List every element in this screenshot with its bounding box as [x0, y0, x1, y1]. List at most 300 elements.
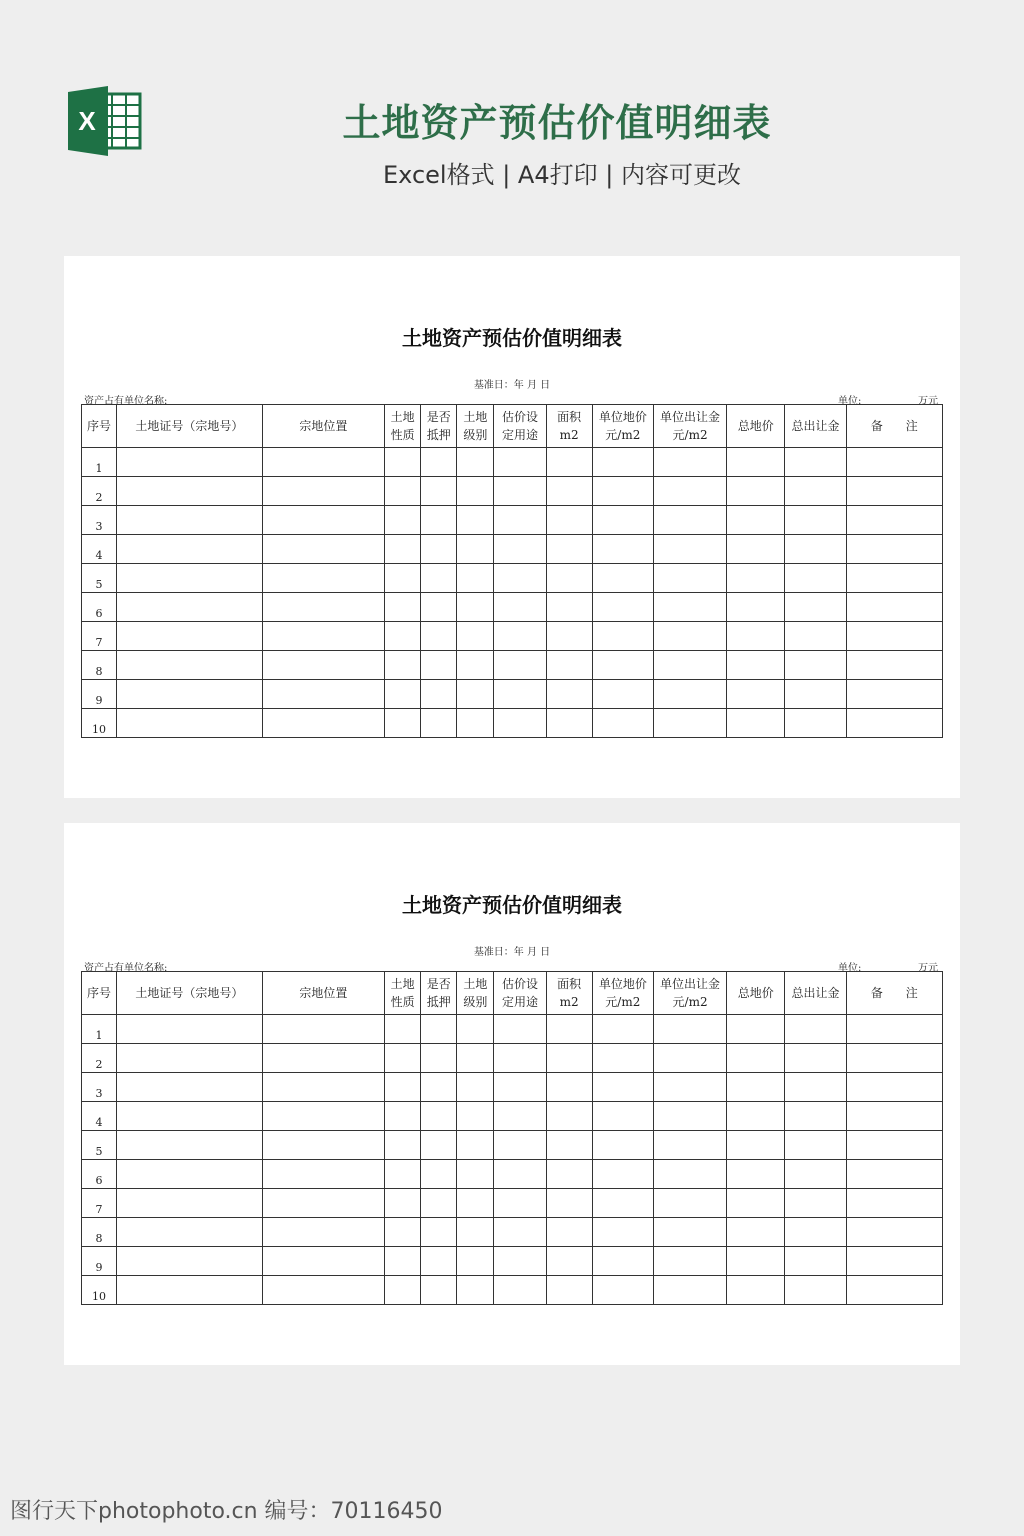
- table-cell[interactable]: [421, 506, 457, 535]
- table-row: [82, 506, 943, 535]
- table-row: [82, 1160, 943, 1189]
- table-cell[interactable]: [592, 1247, 653, 1276]
- table-cell[interactable]: [457, 1131, 494, 1160]
- table-cell[interactable]: [494, 680, 546, 709]
- table-cell[interactable]: [117, 622, 263, 651]
- table-cell[interactable]: [421, 1218, 457, 1247]
- table-cell[interactable]: [457, 1218, 494, 1247]
- table-cell[interactable]: [653, 477, 726, 506]
- table-cell[interactable]: [385, 593, 421, 622]
- col-grade-line1: 土地: [463, 410, 488, 424]
- table-cell[interactable]: [117, 651, 263, 680]
- row-number: 6: [82, 1160, 117, 1189]
- table-cell[interactable]: [546, 622, 592, 651]
- table-cell[interactable]: [727, 1073, 785, 1102]
- col-mortgage-line2: 抵押: [426, 995, 451, 1009]
- table-cell[interactable]: [421, 622, 457, 651]
- table-cell[interactable]: [846, 1131, 942, 1160]
- row-number: 5: [82, 1131, 117, 1160]
- table-cell[interactable]: [262, 622, 384, 651]
- table-cell[interactable]: [262, 448, 384, 477]
- table-cell[interactable]: [546, 593, 592, 622]
- table-cell[interactable]: [846, 1102, 942, 1131]
- table-cell[interactable]: [421, 709, 457, 738]
- table-cell[interactable]: [494, 535, 546, 564]
- table-cell[interactable]: [592, 1189, 653, 1218]
- table-cell[interactable]: [846, 1015, 942, 1044]
- table-cell[interactable]: [385, 1044, 421, 1073]
- table-cell[interactable]: [846, 1276, 942, 1305]
- col-unit-fee: [653, 972, 726, 1015]
- table-cell[interactable]: [727, 506, 785, 535]
- table-cell[interactable]: [592, 622, 653, 651]
- table-cell[interactable]: [457, 1276, 494, 1305]
- table-cell[interactable]: [117, 1102, 263, 1131]
- table-cell[interactable]: [494, 477, 546, 506]
- table-cell[interactable]: [846, 506, 942, 535]
- table-cell[interactable]: [546, 564, 592, 593]
- table-cell[interactable]: [546, 1102, 592, 1131]
- table-row: [82, 1131, 943, 1160]
- table-cell[interactable]: [421, 535, 457, 564]
- table-cell[interactable]: [494, 1276, 546, 1305]
- table-cell[interactable]: [727, 709, 785, 738]
- table-cell[interactable]: [457, 477, 494, 506]
- table-cell[interactable]: [727, 680, 785, 709]
- table-cell[interactable]: [494, 1247, 546, 1276]
- table-cell[interactable]: [653, 593, 726, 622]
- col-use: [494, 972, 546, 1015]
- table-cell[interactable]: [653, 1189, 726, 1218]
- table-cell[interactable]: [727, 1276, 785, 1305]
- table-cell[interactable]: [117, 564, 263, 593]
- table-cell[interactable]: [117, 1189, 263, 1218]
- col-area-line2: m2: [559, 428, 579, 442]
- table-cell[interactable]: [546, 1218, 592, 1247]
- page-subtitle: Excel格式 | A4打印 | 内容可更改: [383, 161, 741, 189]
- table-cell[interactable]: [653, 622, 726, 651]
- table-cell[interactable]: [421, 1131, 457, 1160]
- table-cell[interactable]: [262, 680, 384, 709]
- col-area-line1: 面积: [557, 410, 582, 424]
- table-cell[interactable]: [785, 1276, 846, 1305]
- table-cell[interactable]: [785, 593, 846, 622]
- table-cell[interactable]: [457, 448, 494, 477]
- table-cell[interactable]: [457, 1102, 494, 1131]
- table-row: [82, 1102, 943, 1131]
- col-use-line2: 定用途: [501, 995, 538, 1009]
- table-cell[interactable]: [262, 651, 384, 680]
- table-cell[interactable]: [421, 1102, 457, 1131]
- table-cell[interactable]: [546, 1073, 592, 1102]
- table-cell[interactable]: [262, 477, 384, 506]
- col-nature-line1: 土地: [390, 410, 415, 424]
- table-cell[interactable]: [385, 535, 421, 564]
- table-cell[interactable]: [592, 1044, 653, 1073]
- table-row: [82, 1276, 943, 1305]
- table-cell[interactable]: [494, 1015, 546, 1044]
- sheet-preview-1: [64, 256, 960, 798]
- table-cell[interactable]: [653, 1131, 726, 1160]
- row-number: 9: [82, 1247, 117, 1276]
- table-cell[interactable]: [592, 680, 653, 709]
- table-cell[interactable]: [457, 1189, 494, 1218]
- table-cell[interactable]: [653, 506, 726, 535]
- table-cell[interactable]: [385, 564, 421, 593]
- table-cell[interactable]: [494, 1189, 546, 1218]
- table-cell[interactable]: [653, 1276, 726, 1305]
- table-cell[interactable]: [385, 680, 421, 709]
- table-cell[interactable]: [262, 593, 384, 622]
- table-cell[interactable]: [546, 680, 592, 709]
- table-cell[interactable]: [727, 477, 785, 506]
- table-cell[interactable]: [262, 709, 384, 738]
- table-cell[interactable]: [421, 1160, 457, 1189]
- table-cell[interactable]: [785, 1189, 846, 1218]
- table-cell[interactable]: [494, 593, 546, 622]
- table-cell[interactable]: [653, 535, 726, 564]
- table-cell[interactable]: [385, 1276, 421, 1305]
- col-mortgage: [421, 972, 457, 1015]
- table-cell[interactable]: [421, 593, 457, 622]
- table-cell[interactable]: [117, 1247, 263, 1276]
- table-cell[interactable]: [494, 651, 546, 680]
- table-cell[interactable]: [262, 1218, 384, 1247]
- col-unit-fee-line1: 单位出让金: [660, 977, 721, 991]
- col-location: 宗地位置: [262, 972, 384, 1015]
- table-cell[interactable]: [385, 709, 421, 738]
- table-cell[interactable]: [785, 1131, 846, 1160]
- table-cell[interactable]: [785, 477, 846, 506]
- table-cell[interactable]: [546, 1189, 592, 1218]
- table-cell[interactable]: [846, 1247, 942, 1276]
- table-cell[interactable]: [385, 1015, 421, 1044]
- table-cell[interactable]: [421, 1044, 457, 1073]
- table-cell[interactable]: [385, 1247, 421, 1276]
- table-cell[interactable]: [494, 1160, 546, 1189]
- table-cell[interactable]: [385, 477, 421, 506]
- table-cell[interactable]: [846, 477, 942, 506]
- table-row: [82, 535, 943, 564]
- table-cell[interactable]: [785, 651, 846, 680]
- row-number: 2: [82, 1044, 117, 1073]
- table-cell[interactable]: [846, 1160, 942, 1189]
- table-cell[interactable]: [653, 709, 726, 738]
- table-cell[interactable]: [262, 1073, 384, 1102]
- table-cell[interactable]: [727, 535, 785, 564]
- table-cell[interactable]: [546, 448, 592, 477]
- table-cell[interactable]: [727, 1218, 785, 1247]
- table-cell[interactable]: [592, 1276, 653, 1305]
- table-cell[interactable]: [117, 506, 263, 535]
- table-cell[interactable]: [262, 535, 384, 564]
- row-number: 2: [82, 477, 117, 506]
- table-row: [82, 593, 943, 622]
- table-cell[interactable]: [592, 1073, 653, 1102]
- col-area: [546, 405, 592, 448]
- table-cell[interactable]: [546, 506, 592, 535]
- table-cell[interactable]: [785, 709, 846, 738]
- table-cell[interactable]: [117, 1131, 263, 1160]
- table-row: [82, 477, 943, 506]
- table-cell[interactable]: [592, 593, 653, 622]
- row-number: 9: [82, 680, 117, 709]
- table-cell[interactable]: [727, 1044, 785, 1073]
- table-cell[interactable]: [592, 651, 653, 680]
- table-cell[interactable]: [592, 1160, 653, 1189]
- table-cell[interactable]: [592, 506, 653, 535]
- table-cell[interactable]: [117, 477, 263, 506]
- table-cell[interactable]: [592, 448, 653, 477]
- table-cell[interactable]: [421, 1276, 457, 1305]
- base-date: 基准日：年 月 日: [473, 380, 551, 391]
- table-cell[interactable]: [785, 1247, 846, 1276]
- table-cell[interactable]: [785, 680, 846, 709]
- col-nature-line2: 性质: [390, 428, 415, 442]
- table-cell[interactable]: [421, 1189, 457, 1218]
- table-cell[interactable]: [421, 477, 457, 506]
- col-mortgage-line1: 是否: [426, 977, 451, 991]
- table-cell[interactable]: [653, 1218, 726, 1247]
- table-cell[interactable]: [727, 1131, 785, 1160]
- col-area-line2: m2: [559, 995, 579, 1009]
- table-cell[interactable]: [785, 1073, 846, 1102]
- table-cell[interactable]: [457, 506, 494, 535]
- watermark: 图行天下photophoto.cn 编号：70116450: [10, 1499, 443, 1524]
- table-cell[interactable]: [846, 535, 942, 564]
- col-unit-fee-line1: 单位出让金: [660, 410, 721, 424]
- table-cell[interactable]: [727, 651, 785, 680]
- table-cell[interactable]: [546, 709, 592, 738]
- table-cell[interactable]: [785, 535, 846, 564]
- table-cell[interactable]: [846, 622, 942, 651]
- table-cell[interactable]: [262, 1044, 384, 1073]
- table-cell[interactable]: [653, 1160, 726, 1189]
- table-cell[interactable]: [457, 1073, 494, 1102]
- col-nature: [385, 405, 421, 448]
- table-cell[interactable]: [457, 1015, 494, 1044]
- table-cell[interactable]: [385, 1102, 421, 1131]
- table-cell[interactable]: [494, 506, 546, 535]
- row-number: 6: [82, 593, 117, 622]
- table-cell[interactable]: [546, 1160, 592, 1189]
- table-cell[interactable]: [785, 448, 846, 477]
- table-cell[interactable]: [262, 564, 384, 593]
- table-cell[interactable]: [727, 1015, 785, 1044]
- table-cell[interactable]: [846, 709, 942, 738]
- table-cell[interactable]: [546, 1276, 592, 1305]
- table-cell[interactable]: [846, 1073, 942, 1102]
- table-cell[interactable]: [846, 651, 942, 680]
- table-cell[interactable]: [117, 1276, 263, 1305]
- table-cell[interactable]: [262, 1189, 384, 1218]
- table-cell[interactable]: [117, 709, 263, 738]
- col-mortgage-line2: 抵押: [426, 428, 451, 442]
- col-remark: 备 注: [846, 972, 942, 1015]
- table-cell[interactable]: [546, 1131, 592, 1160]
- table-cell[interactable]: [421, 1247, 457, 1276]
- table-cell[interactable]: [385, 622, 421, 651]
- table-cell[interactable]: [457, 651, 494, 680]
- table-cell[interactable]: [653, 1247, 726, 1276]
- table-cell[interactable]: [117, 1160, 263, 1189]
- table-cell[interactable]: [457, 535, 494, 564]
- table-cell[interactable]: [262, 1015, 384, 1044]
- table-cell[interactable]: [421, 1073, 457, 1102]
- table-cell[interactable]: [727, 1102, 785, 1131]
- table-cell[interactable]: [592, 1015, 653, 1044]
- table-cell[interactable]: [785, 1102, 846, 1131]
- table-cell[interactable]: [546, 1044, 592, 1073]
- table-cell[interactable]: [546, 477, 592, 506]
- col-total-fee: 总出让金: [785, 972, 846, 1015]
- table-cell[interactable]: [785, 1218, 846, 1247]
- table-cell[interactable]: [653, 651, 726, 680]
- table-row: [82, 622, 943, 651]
- col-grade-line2: 级别: [463, 995, 488, 1009]
- table-cell[interactable]: [785, 506, 846, 535]
- table-cell[interactable]: [546, 1247, 592, 1276]
- table-cell[interactable]: [421, 564, 457, 593]
- table-cell[interactable]: [262, 1131, 384, 1160]
- table-cell[interactable]: [494, 1073, 546, 1102]
- row-number: 1: [82, 1015, 117, 1044]
- row-number: 3: [82, 1073, 117, 1102]
- table-cell[interactable]: [262, 1247, 384, 1276]
- table-cell[interactable]: [592, 1218, 653, 1247]
- table-cell[interactable]: [457, 564, 494, 593]
- table-cell[interactable]: [592, 477, 653, 506]
- table-cell[interactable]: [846, 593, 942, 622]
- table-cell[interactable]: [421, 680, 457, 709]
- table-cell[interactable]: [117, 1044, 263, 1073]
- table-cell[interactable]: [653, 1015, 726, 1044]
- table-cell[interactable]: [385, 1131, 421, 1160]
- table-cell[interactable]: [117, 1073, 263, 1102]
- table-cell[interactable]: [421, 651, 457, 680]
- table-cell[interactable]: [262, 1102, 384, 1131]
- table-cell[interactable]: [262, 1160, 384, 1189]
- table-cell[interactable]: [592, 564, 653, 593]
- unit-label: 单位:: [838, 963, 862, 974]
- table-cell[interactable]: [494, 1102, 546, 1131]
- table-cell[interactable]: [785, 1015, 846, 1044]
- table-cell[interactable]: [117, 1218, 263, 1247]
- page-header: [0, 0, 1024, 230]
- table-cell[interactable]: [727, 448, 785, 477]
- table-cell[interactable]: [385, 651, 421, 680]
- table-row: [82, 564, 943, 593]
- table-row: [82, 651, 943, 680]
- table-cell[interactable]: [846, 1189, 942, 1218]
- table-cell[interactable]: [457, 593, 494, 622]
- table-cell[interactable]: [385, 448, 421, 477]
- table-cell[interactable]: [785, 622, 846, 651]
- table-cell[interactable]: [262, 1276, 384, 1305]
- table-cell[interactable]: [494, 1044, 546, 1073]
- table-cell[interactable]: [494, 564, 546, 593]
- table-cell[interactable]: [117, 535, 263, 564]
- col-mortgage-line1: 是否: [426, 410, 451, 424]
- table-cell[interactable]: [846, 564, 942, 593]
- sheet-title: 土地资产预估价值明细表: [402, 893, 622, 917]
- table-cell[interactable]: [457, 1160, 494, 1189]
- table-cell[interactable]: [727, 593, 785, 622]
- table-cell[interactable]: [457, 1247, 494, 1276]
- table-cell[interactable]: [727, 1247, 785, 1276]
- page-title: 土地资产预估价值明细表: [342, 101, 772, 145]
- table-cell[interactable]: [727, 1160, 785, 1189]
- row-number: 3: [82, 506, 117, 535]
- table-cell[interactable]: [546, 1015, 592, 1044]
- table-cell[interactable]: [457, 622, 494, 651]
- table-cell[interactable]: [117, 680, 263, 709]
- table-cell[interactable]: [494, 1218, 546, 1247]
- col-nature: [385, 972, 421, 1015]
- table-cell[interactable]: [117, 448, 263, 477]
- table-cell[interactable]: [262, 506, 384, 535]
- table-cell[interactable]: [457, 709, 494, 738]
- table-cell[interactable]: [457, 680, 494, 709]
- col-grade: [457, 405, 494, 448]
- table-cell[interactable]: [385, 1189, 421, 1218]
- table-cell[interactable]: [494, 709, 546, 738]
- table-row: [82, 1189, 943, 1218]
- table-cell[interactable]: [785, 1160, 846, 1189]
- row-number: 4: [82, 1102, 117, 1131]
- col-unit-fee: [653, 405, 726, 448]
- table-cell[interactable]: [421, 448, 457, 477]
- table-cell[interactable]: [846, 1218, 942, 1247]
- table-cell[interactable]: [727, 622, 785, 651]
- table-cell[interactable]: [653, 564, 726, 593]
- col-nature-line1: 土地: [390, 977, 415, 991]
- row-number: 8: [82, 1218, 117, 1247]
- table-cell[interactable]: [592, 535, 653, 564]
- table-cell[interactable]: [785, 564, 846, 593]
- table-cell[interactable]: [785, 1044, 846, 1073]
- table-cell[interactable]: [653, 1073, 726, 1102]
- table-cell[interactable]: [727, 1189, 785, 1218]
- table-cell[interactable]: [846, 1044, 942, 1073]
- table-cell[interactable]: [846, 680, 942, 709]
- table-cell[interactable]: [117, 1015, 263, 1044]
- table-cell[interactable]: [494, 448, 546, 477]
- table-cell[interactable]: [727, 564, 785, 593]
- table-cell[interactable]: [385, 506, 421, 535]
- table-cell[interactable]: [117, 593, 263, 622]
- table-cell[interactable]: [546, 535, 592, 564]
- table-cell[interactable]: [494, 1131, 546, 1160]
- table-cell[interactable]: [592, 1131, 653, 1160]
- table-cell[interactable]: [546, 651, 592, 680]
- table-cell[interactable]: [592, 709, 653, 738]
- table-cell[interactable]: [385, 1218, 421, 1247]
- table-cell[interactable]: [457, 1044, 494, 1073]
- table-cell[interactable]: [385, 1073, 421, 1102]
- table-cell[interactable]: [846, 448, 942, 477]
- table-cell[interactable]: [385, 1160, 421, 1189]
- table-cell[interactable]: [653, 448, 726, 477]
- table-cell[interactable]: [421, 1015, 457, 1044]
- table-cell[interactable]: [653, 1044, 726, 1073]
- col-total-price: 总地价: [727, 972, 785, 1015]
- table-cell[interactable]: [494, 622, 546, 651]
- col-use-line2: 定用途: [501, 428, 538, 442]
- table-cell[interactable]: [653, 1102, 726, 1131]
- table-cell[interactable]: [653, 680, 726, 709]
- table-cell[interactable]: [592, 1102, 653, 1131]
